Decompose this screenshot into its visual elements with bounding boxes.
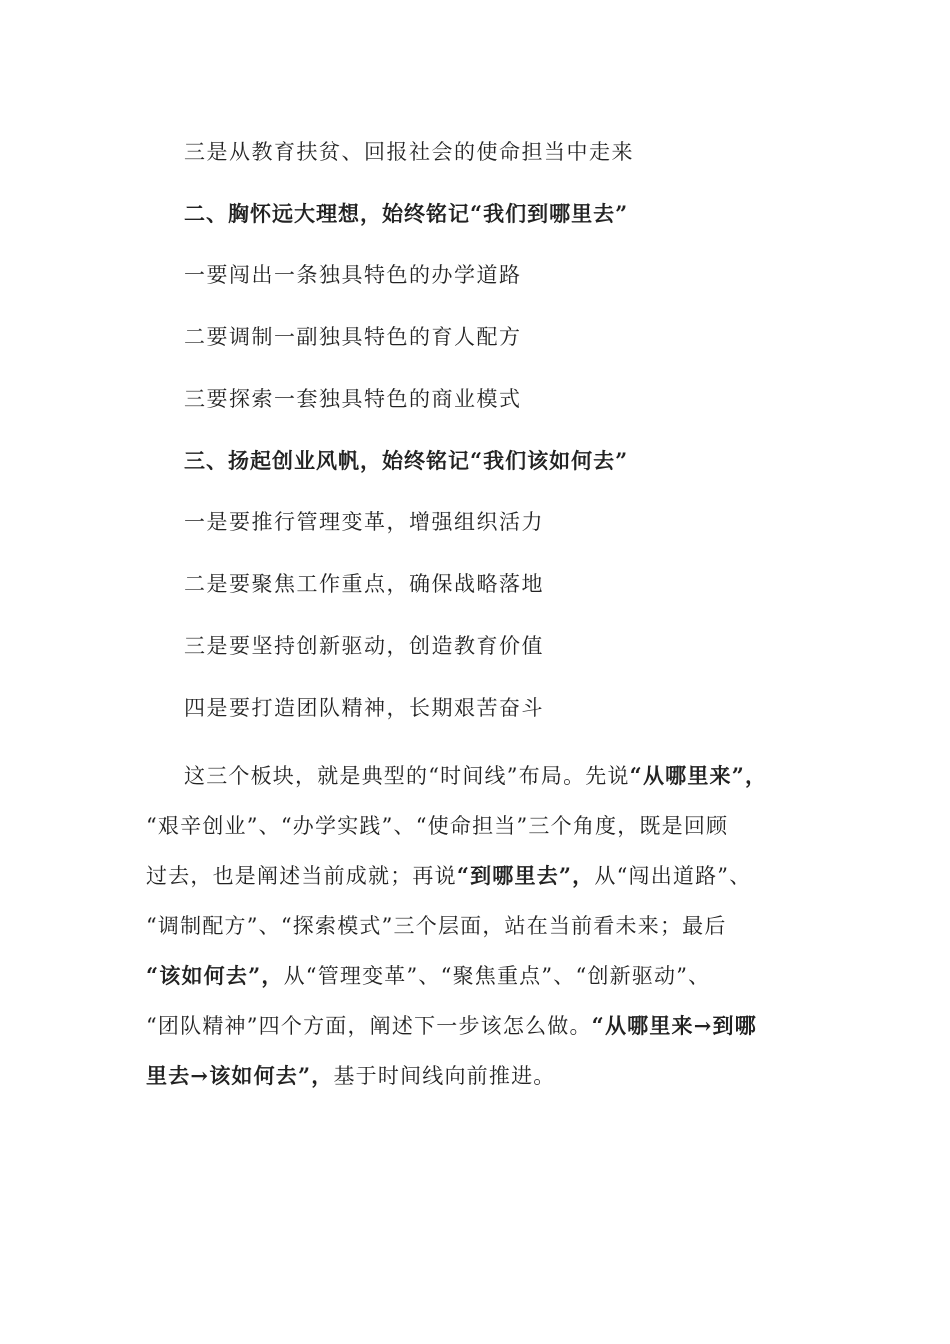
line-4: 二要调制一副独具特色的育人配方 <box>184 325 522 349</box>
paragraph-line-5: “该如何去”，从“管理变革”、“聚焦重点”、“创新驱动”、 <box>146 963 711 988</box>
bold-emphasis: “该如何去”， <box>146 963 284 988</box>
line-3: 一要闯出一条独具特色的办学道路 <box>184 263 522 287</box>
paragraph-line-3: 过去，也是阐述当前成就；再说“到哪里去”，从“闯出道路”、 <box>146 863 752 888</box>
bold-emphasis: “从哪里来→到哪 <box>591 1013 757 1038</box>
summary-paragraph <box>146 751 826 1101</box>
bold-emphasis: “到哪里去”， <box>456 863 595 888</box>
line-1: 三是从教育扶贫、回报社会的使命担当中走来 <box>184 140 634 164</box>
line-10: 四是要打造团队精神，长期艰苦奋斗 <box>184 696 544 720</box>
line-8: 二是要聚焦工作重点，确保战略落地 <box>184 572 544 596</box>
line-9: 三是要坚持创新驱动，创造教育价值 <box>184 634 544 658</box>
section-heading-3: 三、扬起创业风帆，始终铭记“我们该如何去” <box>184 448 629 473</box>
line-7: 一是要推行管理变革，增强组织活力 <box>184 510 544 534</box>
paragraph-line-7: 里去→该如何去”，基于时间线向前推进。 <box>146 1063 556 1088</box>
paragraph-line-4: “调制配方”、“探索模式”三个层面，站在当前看未来；最后 <box>146 914 727 938</box>
bold-emphasis: “从哪里来”， <box>629 763 768 788</box>
paragraph-line-1: 这三个板块，就是典型的“时间线”布局。先说“从哪里来”， <box>184 763 768 788</box>
paragraph-line-6: “团队精神”四个方面，阐述下一步该怎么做。“从哪里来→到哪 <box>146 1013 757 1038</box>
line-5: 三要探索一套独具特色的商业模式 <box>184 387 522 411</box>
bold-emphasis: 里去→该如何去”， <box>146 1063 334 1088</box>
section-heading-2: 二、胸怀远大理想，始终铭记“我们到哪里去” <box>184 201 629 226</box>
paragraph-line-2: “艰辛创业”、“办学实践”、“使命担当”三个角度，既是回顾 <box>146 814 729 838</box>
